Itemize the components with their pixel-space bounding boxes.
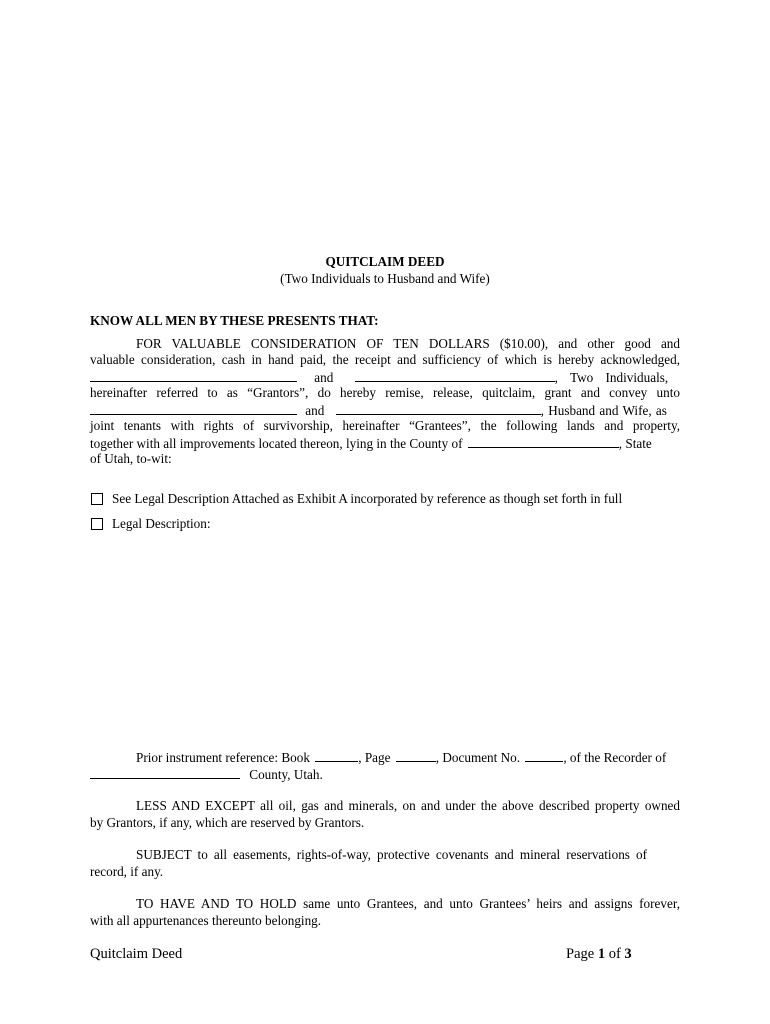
less-except-line-2: by Grantors, if any, which are reserved by Grantors. [90,815,365,830]
grantee-1-blank[interactable] [90,402,297,415]
book-text: Prior instrument reference: Book [136,750,310,765]
survivorship-line: joint tenants with rights of survivorship, hereinafter “Grantees”, the following lands and property, [90,418,680,433]
husband-wife-text: , Husband and Wife, as [540,403,667,418]
exhibit-a-checkbox[interactable] [91,493,103,505]
legal-description-checkbox[interactable] [91,518,103,530]
grantor-1-blank[interactable] [90,369,297,382]
county-line [90,435,680,452]
page-current: 1 [597,946,606,962]
grantee-names-line [90,402,680,419]
grantor-2-blank[interactable] [355,369,555,382]
option-legal-description[interactable] [91,516,211,532]
habendum-line-2: with all appurtenances thereunto belonging. [90,913,322,928]
subject-line-1: SUBJECT to all easements, rights-of-way, protective covenants and mineral reservations of [136,847,647,862]
document-title: QUITCLAIM DEED [325,254,445,269]
recorder-county-blank[interactable] [90,766,240,779]
habendum-line-1: TO HAVE AND TO HOLD same unto Grantees, and unto Grantees’ heirs and assigns forever, [136,896,680,911]
grantors-line: hereinafter referred to as “Grantors”, do hereby remise, release, quitclaim, grant and convey unto [90,385,680,400]
consideration-line-2: valuable consideration, cash in hand paid, the receipt and sufficiency of which is hereby acknowledged, [90,352,680,367]
county-utah-text: County, Utah. [249,767,323,782]
utah-line: of Utah, to-wit: [90,451,172,466]
state-text: , State [618,436,652,451]
page-prefix: Page [566,946,595,962]
county-text: together with all improvements located thereon, lying in the County of [90,436,463,451]
grantor-names-line [90,369,680,386]
page-of: of [608,946,621,962]
prior-instrument-line [136,749,680,766]
two-individuals-text: , Two Individuals, [554,370,669,385]
document-no-blank[interactable] [525,749,563,762]
document-subtitle: (Two Individuals to Husband and Wife) [280,271,490,286]
legal-description-label: Legal Description: [112,516,211,531]
consideration-line-1: FOR VALUABLE CONSIDERATION OF TEN DOLLARS ($10.00), and other good and [136,336,680,351]
county-blank[interactable] [468,435,619,448]
section-heading: KNOW ALL MEN BY THESE PRESENTS THAT: [90,313,379,328]
exhibit-a-label: See Legal Description Attached as Exhibit A incorporated by reference as though set forth in full [112,491,623,506]
grantee-2-blank[interactable] [336,402,541,415]
document-no-text: , Document No. [435,750,521,765]
page-total: 3 [624,946,632,962]
subject-line-2: record, if any. [90,864,164,879]
page-text: , Page [358,750,391,765]
option-exhibit-a[interactable] [91,491,622,507]
footer-document-name: Quitclaim Deed [90,946,183,962]
less-except-line-1: LESS AND EXCEPT all oil, gas and minerals, on and under the above described property owned [136,798,680,813]
page-blank[interactable] [396,749,436,762]
and-text-2: and [305,403,325,418]
and-text: and [314,370,334,385]
recorder-county-line [90,766,680,783]
book-blank[interactable] [315,749,358,762]
footer-page-number [566,946,632,963]
recorder-text: , of the Recorder of [563,750,667,765]
